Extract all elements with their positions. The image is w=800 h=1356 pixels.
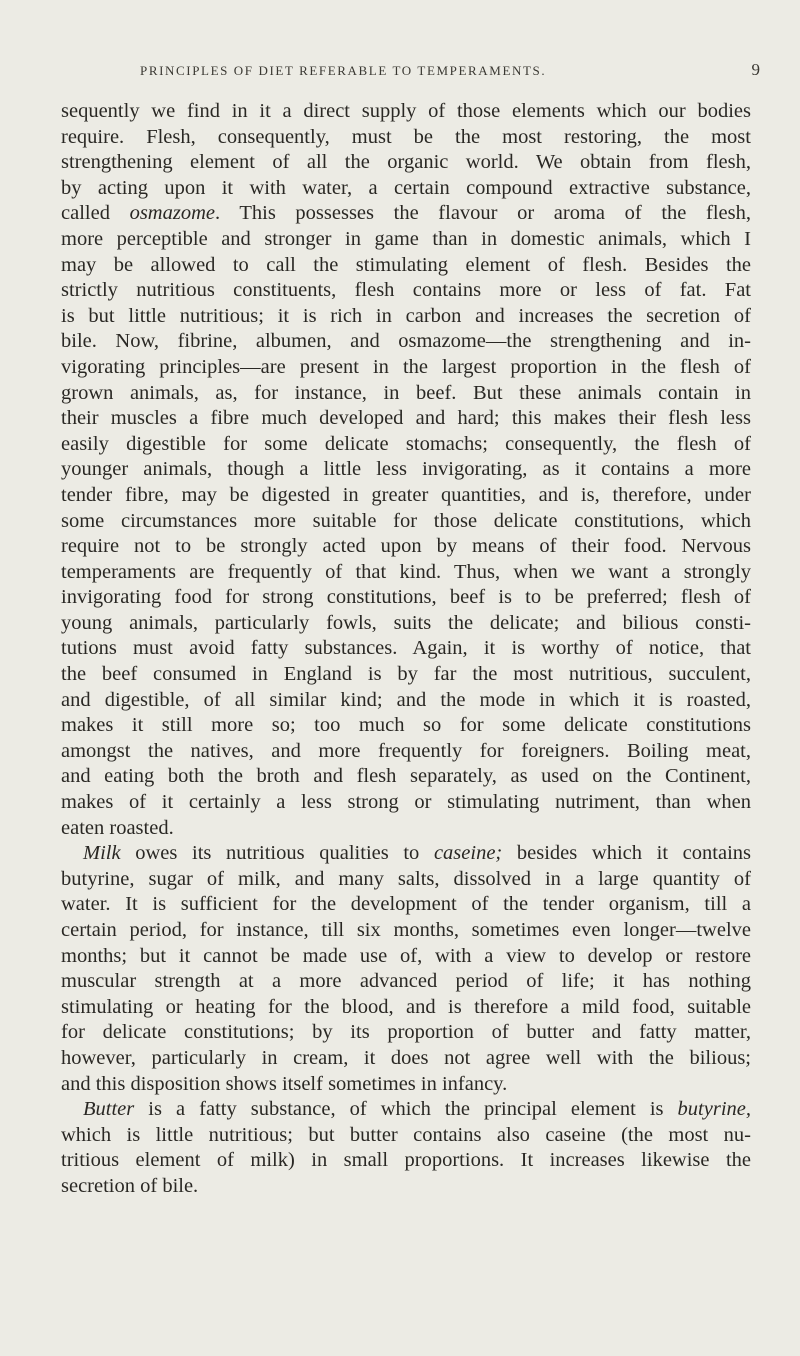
text-line <box>61 739 751 765</box>
text-run: bile. Now, fibrine, albumen, and osmazome—the strengthening and in- <box>61 330 751 353</box>
text-run: stimulating or heating for the blood, and is therefore a mild food, suitable <box>61 995 751 1018</box>
text-run: butyrine, sugar of milk, and many salts, dissolved in a large quantity of <box>61 867 751 890</box>
text-run: owes its nutritious qualities to <box>120 842 434 865</box>
text-run: and this disposition shows itself sometimes in infancy. <box>61 1072 508 1095</box>
text-line <box>61 1046 751 1072</box>
text-run: certain period, for instance, till six months, sometimes even longer—twelve <box>61 919 751 941</box>
text-run: temperaments are frequently of that kind. Thus, when we want a strongly <box>61 560 751 583</box>
text-run: muscular strength at a more advanced period of life; it has nothing <box>61 970 751 993</box>
running-header <box>140 60 760 80</box>
text-line <box>61 304 751 330</box>
text-run: water. It is sufficient for the development of the tender organism, till a <box>61 893 751 916</box>
text-line <box>61 201 751 227</box>
text-run: may be allowed to call the stimulating element of flesh. Besides the <box>61 253 751 276</box>
text-line <box>61 509 751 535</box>
text-run: some circumstances more suitable for those delicate constitutions, which <box>61 509 751 532</box>
text-line <box>61 432 751 458</box>
text-run: require not to be strongly acted upon by means of their food. Nervous <box>61 535 751 558</box>
text-run: by acting upon it with water, a certain compound extractive substance, <box>61 176 751 199</box>
text-run: besides which it contains <box>502 842 751 865</box>
text-line <box>61 483 751 509</box>
text-line <box>61 406 751 432</box>
text-run: and digestible, of all similar kind; and the mode in which it is roasted, <box>61 688 751 711</box>
text-run: tutions must avoid fatty substances. Again, it is worthy of notice, that <box>61 637 751 660</box>
text-run: sequently we find in it a direct supply of those elements which our bodies <box>61 100 751 122</box>
text-line <box>61 611 751 637</box>
italic-term: caseine; <box>433 842 503 865</box>
text-line <box>61 816 751 842</box>
text-run: younger animals, though a little less invigorating, as it contains a more <box>61 458 751 481</box>
text-run: young animals, particularly fowls, suits the delicate; and bilious consti- <box>61 611 751 634</box>
text-line <box>61 1020 751 1046</box>
text-line <box>61 253 751 279</box>
text-run: which is little nutritious; but butter contains also caseine (the most nu- <box>61 1123 751 1146</box>
text-line <box>61 1072 751 1098</box>
text-run: vigorating principles—are present in the largest proportion in the flesh of <box>61 355 751 378</box>
paragraph <box>61 841 751 1097</box>
text-run: grown animals, as, for instance, in beef. But these animals contain in <box>61 381 751 404</box>
text-line <box>61 457 751 483</box>
text-line <box>61 764 751 790</box>
text-run: months; but it cannot be made use of, with a view to develop or restore <box>61 944 751 967</box>
italic-term: butyrine, <box>677 1098 751 1121</box>
italic-term: Butter <box>83 1098 135 1121</box>
text-line <box>61 534 751 560</box>
text-run: is but little nutritious; it is rich in carbon and increases the secretion of <box>61 304 751 327</box>
text-line <box>61 867 751 893</box>
text-line <box>61 636 751 662</box>
paragraph <box>61 1097 751 1199</box>
text-line <box>61 1148 751 1174</box>
text-line <box>61 662 751 688</box>
body-text <box>61 99 751 1200</box>
text-run: tender fibre, may be digested in greater quantities, and is, therefore, under <box>61 483 751 506</box>
text-run: strictly nutritious constituents, flesh contains more or less of fat. Fat <box>61 279 751 302</box>
text-run: makes of it certainly a less strong or stimulating nutriment, than when <box>61 791 751 814</box>
text-line <box>61 585 751 611</box>
text-run: called <box>61 202 130 225</box>
text-line <box>61 841 751 867</box>
italic-term: Milk <box>83 842 121 865</box>
text-line <box>61 560 751 586</box>
text-run: makes it still more so; too much so for some delicate constitutions <box>61 714 751 737</box>
text-run: tritious element of milk) in small proportions. It increases likewise the <box>61 1149 751 1172</box>
text-line <box>61 969 751 995</box>
text-line <box>61 355 751 381</box>
text-run: require. Flesh, consequently, must be the most restoring, the most <box>61 125 751 148</box>
text-line <box>61 1123 751 1149</box>
running-title: PRINCIPLES OF DIET REFERABLE TO TEMPERAMENTS. <box>140 63 547 78</box>
text-line <box>61 381 751 407</box>
text-line <box>61 713 751 739</box>
text-run: strengthening element of all the organic world. We obtain from flesh, <box>61 151 751 174</box>
text-run: eaten roasted. <box>61 816 174 839</box>
text-run: their muscles a fibre much developed and hard; this makes their flesh less <box>61 407 751 430</box>
text-line <box>61 227 751 253</box>
text-line <box>61 1174 751 1200</box>
text-run: and eating both the broth and flesh separately, as used on the Continent, <box>61 765 751 788</box>
text-line <box>61 150 751 176</box>
text-run: however, particularly in cream, it does not agree well with the bilious; <box>61 1046 751 1069</box>
paragraph <box>61 99 751 841</box>
text-line <box>61 995 751 1021</box>
text-line <box>61 688 751 714</box>
text-line <box>61 790 751 816</box>
text-line <box>61 329 751 355</box>
text-line <box>61 918 751 944</box>
text-run: easily digestible for some delicate stomachs; consequently, the flesh of <box>61 432 751 455</box>
text-run: amongst the natives, and more frequently for foreigners. Boiling meat, <box>61 739 751 762</box>
text-line <box>61 125 751 151</box>
text-line <box>61 278 751 304</box>
text-line <box>61 176 751 202</box>
text-line <box>61 99 751 125</box>
text-line <box>61 1097 751 1123</box>
text-run: secretion of bile. <box>61 1174 199 1197</box>
text-run: for delicate constitutions; by its proportion of butter and fatty matter, <box>61 1021 751 1044</box>
text-line <box>61 944 751 970</box>
text-run: the beef consumed in England is by far the most nutritious, succulent, <box>61 663 751 686</box>
text-line <box>61 892 751 918</box>
text-run: is a fatty substance, of which the principal element is <box>134 1098 678 1121</box>
text-run: invigorating food for strong constitutions, beef is to be preferred; flesh of <box>61 586 751 609</box>
italic-term: osmazome <box>129 202 215 225</box>
page-number: 9 <box>751 60 760 79</box>
text-run: more perceptible and stronger in game than in domestic animals, which I <box>61 227 751 250</box>
text-run: . This possesses the flavour or aroma of the flesh, <box>214 202 751 225</box>
